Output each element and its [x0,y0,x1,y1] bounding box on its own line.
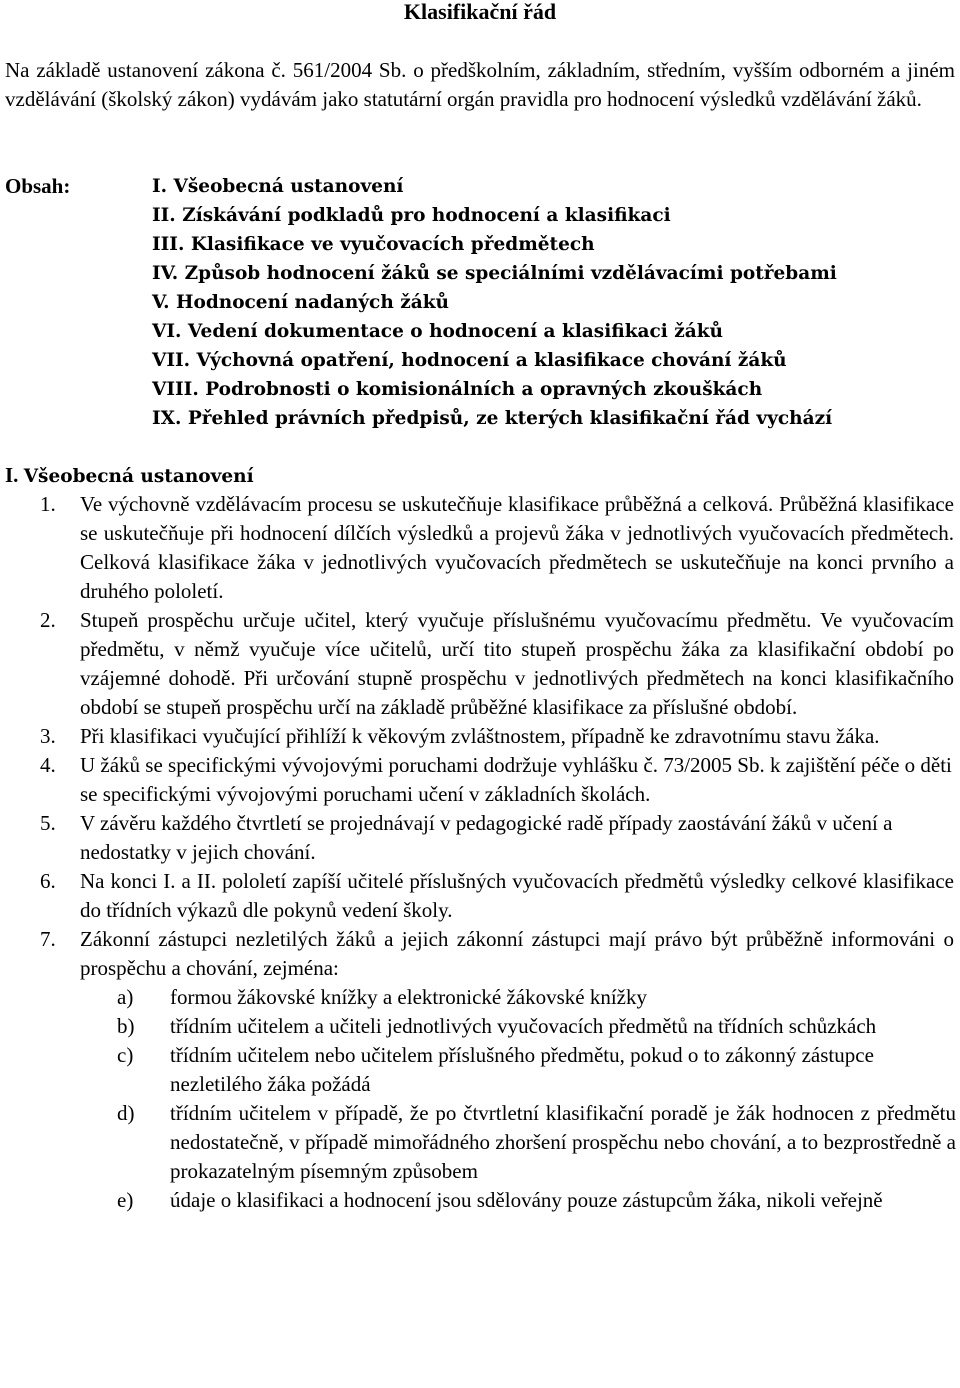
item-number: 7. [40,927,56,951]
list-item [0,925,954,983]
sub-item-text: třídním učitelem v případě, že po čtvrtletní klasifikační poradě je žák hodnocen z předmětu nedostatečně, v případě mimořádného zhoršení prospěchu nebo chování, a to bezprostředně a prokazatelným písemným způsobem [170,1101,956,1183]
sub-item [0,1012,956,1041]
list-item [0,867,954,925]
toc-item: III. Klasifikace ve vyučovacích předmětech [152,234,595,255]
toc-item: IV. Způsob hodnocení žáků se speciálními vzdělávacími potřebami [152,263,837,284]
section-heading [5,461,254,491]
list-item [0,722,954,751]
item-number: 6. [40,869,56,893]
section-items [0,490,960,1215]
toc-item: V. Hodnocení nadaných žáků [152,292,449,313]
item-text: Ve výchovně vzdělávacím procesu se uskutečňuje klasifikace průběžná a celková. Průběžná klasifikace se uskutečňuje při hodnocení dílčích výsledků a projevů žáka v jednotlivých vyučovacích předmětech. Celková klasifikace žáka v jednotlivých vyučovacích předmětech se uskutečňuje na konci prvního a druhého pololetí. [80,492,954,603]
item-number: 1. [40,492,56,516]
item-number: 3. [40,724,56,748]
item-number: 5. [40,811,56,835]
sub-item-letter: c) [117,1043,134,1067]
intro-paragraph: Na základě ustanovení zákona č. 561/2004 Sb. o předškolním, základním, středním, vyšším odborném a jiném vzdělávání (školský zákon) vydávám jako statutární orgán pravidla pro hodnocení výsledků vzdělávání žáků. [5,58,955,111]
sub-item-letter: b) [117,1014,135,1038]
toc-item: IX. Přehled právních předpisů, ze kterých klasifikační řád vychází [152,408,833,429]
toc-item: VII. Výchovná opatření, hodnocení a klasifikace chování žáků [152,350,787,371]
list-item [0,490,954,606]
item-number: 4. [40,753,56,777]
item-text: Zákonní zástupci nezletilých žáků a jejich zákonní zástupci mají právo být průběžně informováni o prospěchu a chování, zejména: [80,927,954,980]
sub-item-letter: e) [117,1188,134,1212]
toc-item: II. Získávání podkladů pro hodnocení a klasifikaci [152,205,671,226]
item-text: Na konci I. a II. pololetí zapíší učitelé příslušných vyučovacích předmětů výsledky celkové klasifikace do třídních výkazů dle pokynů vedení školy. [80,869,954,922]
item-text: Stupeň prospěchu určuje učitel, který vyučuje příslušnému vyučovacímu předmětu. Ve vyučovacím předmětu, v němž vyučuje více učitelů, určí tito stupeň prospěchu žáka za klasifikační období po vzájemné dohodě. Při určování stupně prospěchu v jednotlivých předmětech na konci klasifikačního období se stupeň prospěchu určí na základě průběžné klasifikace za příslušné období. [80,608,954,719]
table-of-contents [152,172,837,433]
list-item [0,606,954,722]
sub-item [0,1099,956,1186]
document-title: Klasifikační řád [403,0,557,24]
sub-item [0,1186,956,1215]
sub-item-text: třídním učitelem a učiteli jednotlivých vyučovacích předmětů na třídních schůzkách [170,1014,877,1038]
sub-item-text: formou žákovské knížky a elektronické žákovské knížky [170,985,648,1009]
toc-item: VIII. Podrobnosti o komisionálních a opravných zkouškách [152,379,763,400]
item-text: Při klasifikaci vyučující přihlíží k věkovým zvláštnostem, případně ke zdravotnímu stavu žáka. [80,724,880,748]
section-heading-text: Všeobecná ustanovení [23,466,254,487]
item-number: 2. [40,608,56,632]
sub-item-letter: d) [117,1101,135,1125]
list-item [0,751,954,809]
toc-item: VI. Vedení dokumentace o hodnocení a klasifikaci žáků [152,321,723,342]
section-heading-number: I. [5,463,19,487]
item-text: V závěru každého čtvrtletí se projednávají v pedagogické radě případy zaostávání žáků v učení a nedostatky v jejich chování. [80,811,893,864]
sub-item-text: třídním učitelem nebo učitelem příslušného předmětu, pokud o to zákonný zástupce nezletilého žáka požádá [170,1043,874,1096]
sub-item [0,983,956,1012]
contents-label: Obsah: [5,174,71,198]
item-text: U žáků se specifickými vývojovými poruchami dodržuje vyhlášku č. 73/2005 Sb. k zajištění péče o děti se specifickými vývojovými poruchami učení v základních školách. [80,753,952,806]
toc-item: I. Všeobecná ustanovení [152,176,404,197]
sub-item-letter: a) [117,985,134,1009]
sub-item-text: údaje o klasifikaci a hodnocení jsou sdělovány pouze zástupcům žáka, nikoli veřejně [170,1188,883,1212]
list-item [0,809,954,867]
sub-item [0,1041,956,1099]
